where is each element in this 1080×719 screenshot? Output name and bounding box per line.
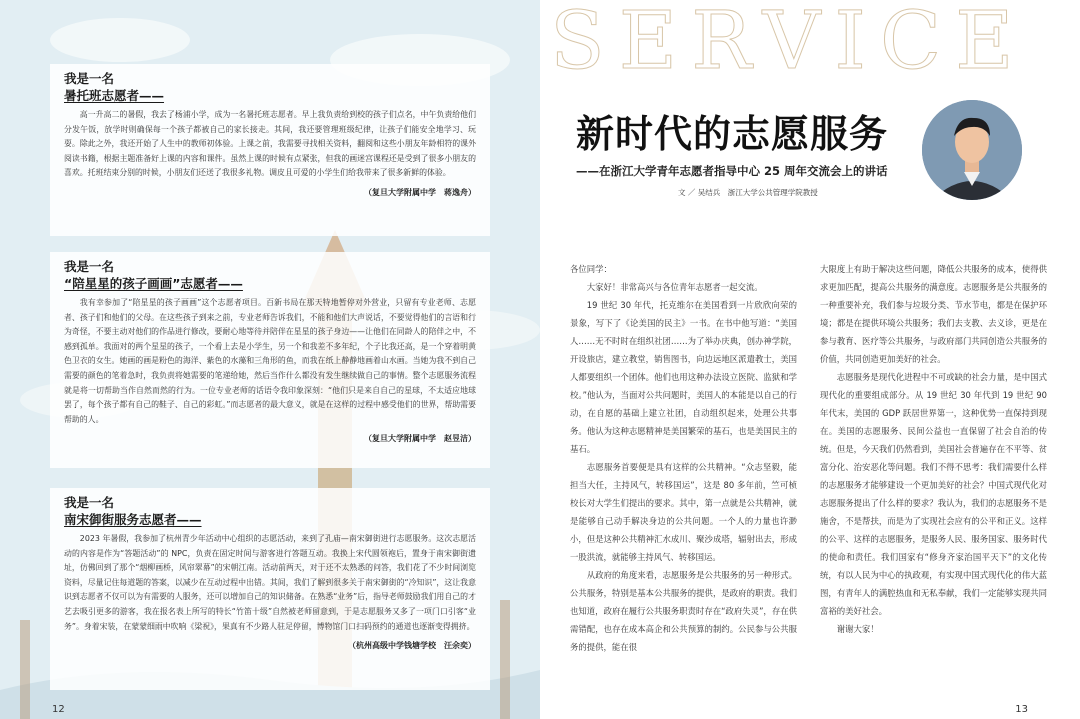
section-heading-title: “陪星星的孩子画画”志愿者——	[64, 276, 243, 291]
article-paragraph: 从政府的角度来看，志愿服务是公共服务的另一种形式。公共服务，特别是基本公共服务的提供，是政府的职责。我们也知道，政府在履行公共服务职责时存在“政府失灵”，存在供需错配，也存在成本高企和公共预算的制约。公民参与公共服务的提供，能在很	[570, 570, 797, 652]
author-portrait	[922, 100, 1022, 200]
portrait-illustration	[922, 100, 1022, 200]
right-page	[540, 0, 1080, 719]
section-body: 我有幸参加了“陪星星的孩子画画”这个志愿者项目。百新书局在那天特地暂停对外营业，只留有专业老师、志愿者、孩子们和他们的父母。在这些孩子到来之前，专业老师告诉我们，不能和他们大声说话，不要觉得他们的言语和行为奇怪，不要主动对他们的作品进行修改，要耐心地等待并陪伴在星星的孩子身边——让他们在同龄人的陪伴之中，不感到孤单。我面对的两个星星的孩子，一个看上去是小学生，另一个和我差不多年纪，个子比我还高，是一个穿着明黄色卫衣的女生。她画的画是粉色的海洋、紫色的水藻和三角形的鱼，而我在纸上静静地画着山水画。当她为我不到自己需要的颜色的笔着急时，我负责将她需要的笔递给她，然后当作什么都没有发生继续做自己的事情。整个志愿服务流程就是将一切帮助当作自然而然的行为。一位专业老师的话语令我印象深刻：“他们只是来自自己的星球，不太适应地球罢了，每个孩子都有自己的鞋子、自己的彩虹。”而志愿者的最大意义，就是在这样的过程中感受他们的世界，帮助需要帮助的人。	[64, 298, 476, 424]
decorative-heading: SERVICE	[550, 0, 1028, 87]
article-title: 新时代的志愿服务	[576, 112, 889, 156]
article-paragraph: 各位同学：	[570, 264, 612, 274]
section-signature: （杭州高级中学钱塘学校 汪余奕）	[348, 641, 476, 651]
article-paragraph: 谢谢大家！	[836, 624, 879, 634]
volunteer-story-card	[50, 252, 490, 468]
page-number: 12	[52, 704, 65, 715]
article-column-1	[570, 260, 797, 656]
section-heading-line1: 我是一名	[64, 495, 115, 510]
section-heading-line1: 我是一名	[64, 71, 115, 86]
volunteer-story-card	[50, 488, 490, 690]
article-paragraph: 志愿服务是现代化进程中不可或缺的社会力量，是中国式现代化的重要组成部分。从 19 世纪 30 年代到 19 世纪 90 年代末，美国的 GDP 跃居世界第一，这种优势一直保持到现在。美国的志愿服务、民间公益也一直保留了社会自治的传统。但是，今天我们仍然看到，美国社会普遍存在不平等、贫富分化、治安恶化等问题。我们不得不思考：我们需要什么样的志愿服务才能够建设一个更加美好的社会？中国式现代化对志愿服务提出了什么样的要求？我认为，我们的志愿服务不是施舍，不是帮扶，而是为了实现社会应有的公平和正义。这样的公平、这样的志愿服务，是服务人民、服务国家、服务时代的使命和责任。我们国家有“修身齐家治国平天下”的文化传统，有以人民为中心的执政观，有实现中国式现代化的伟大蓝图，有青年人的满腔热血和无私奉献，我们一定能够实现共同富裕的美好社会。	[820, 372, 1047, 616]
page-number: 13	[1015, 704, 1028, 715]
section-signature: （复旦大学附属中学 赵昱洁）	[364, 434, 476, 444]
section-heading-line1: 我是一名	[64, 259, 115, 274]
article-subtitle: ——在浙江大学青年志愿者指导中心 25 周年交流会上的讲话	[576, 164, 888, 178]
article-byline: 文 ／ 吴结兵 浙江大学公共管理学院教授	[678, 188, 818, 197]
section-signature: （复旦大学附属中学 蒋逸舟）	[364, 187, 476, 197]
section-heading-title: 暑托班志愿者——	[64, 88, 165, 103]
section-body: 高一升高二的暑假，我去了杨浦小学，成为一名暑托班志愿者。早上我负责给到校的孩子们点名，中午负责给他们分发午饭，放学时则确保每一个孩子都被自己的家长接走。其间，我还要管理班级纪律，让孩子们能安全地学习、玩耍。除此之外，我还开始了人生中的教师初体验。上课之前，我需要寻找相关资料，翻阅和这些小朋友年龄相符的课外阅读书籍，根据主题准备好上课的内容和课件。虽然上课的时候有点紧张，但我的画迷宫课程还是受到了很多小朋友的喜欢。托班结束分别的时候，小朋友们还送了我很多礼物。调皮且可爱的小学生们给我带来了很多新鲜的体验。	[64, 110, 476, 178]
article-paragraph: 志愿服务首要便是具有这样的公共精神。“众志坚毅，能担当大任，主持风气，转移国运”，这是 80 多年前，竺可桢校长对大学生们提出的要求。其中，第一点就是公共精神，就是能够自己动手解决身边的公共问题。一个人的力量也许渺小，但是这种公共精神汇水成川、聚沙成塔，辐射出去，形成一股洪流，就能够主持风气、转移国运。	[570, 462, 797, 562]
article-paragraph: 大家好！非常高兴与各位青年志愿者一起交流。	[586, 282, 763, 292]
article-paragraph: 大限度上有助于解决这些问题，降低公共服务的成本，使得供求更加匹配，提高公共服务的满意度。志愿服务是公共服务的一种重要补充，我们参与垃圾分类、节水节电，都是在保护环境；都是在提供环境公共服务；我们去支教、去义诊，更是在参与教育、医疗等公共服务，与政府部门共同创造公共服务的价值，共同创造更加美好的社会。	[820, 264, 1047, 364]
article-paragraph: 19 世纪 30 年代，托克维尔在美国看到一片欣欣向荣的景象，写下了《论美国的民主》一书。在书中他写道：“美国人……无不时时在组织社团……为了举办庆典，创办神学院，开设旅店，建立教堂，销售图书，向边远地区派遣教士，美国人都要组织一个团体。他们也用这种办法设立医院、监狱和学校。”他认为，当面对公共问题时，美国人的本能是以自己的行动，在自愿的基础上建立社团，自动组织起来，处理公共事务。他认为这种志愿精神是美国繁荣的基石，也是美国民主的基石。	[570, 300, 797, 454]
article-column-2	[820, 260, 1047, 638]
volunteer-story-card	[50, 64, 490, 236]
section-heading-title: 南宋御街服务志愿者——	[64, 512, 202, 527]
section-body: 2023 年暑假，我参加了杭州青少年活动中心组织的志愿活动，来到了孔庙—南宋御街进行志愿服务。这次志愿活动的内容是作为“答题活动”的 NPC，负责在固定时间与游客进行答题互动。我换上宋代圆领袍后，置身于南宋御街遗址，仿佛回到了那个“烟柳画桥，风帘翠幕”的宋朝江南。活动前两天，对于还不太熟悉的问答，我们花了不少时间浏览资料，尽量记住每道题的答案，以减少在互动过程中出错。其间，我们了解到很多关于南宋御街的“冷知识”，这让我意识到志愿者不仅可以为有需要的人服务，还可以增加自己的知识储备。在熟悉“业务”后，指导老师鼓励我们用自己的才艺去吸引更多的游客，我在报名表上所写的特长“竹笛十级”自然被老师留意到，于是志愿服务又多了一项门口引客“业务”。身着宋装，在蒙蒙细雨中吹响《梁祝》，果真有不少路人驻足停留，博物馆门口扫码预约的通道也逐渐变得拥挤。	[64, 534, 476, 631]
